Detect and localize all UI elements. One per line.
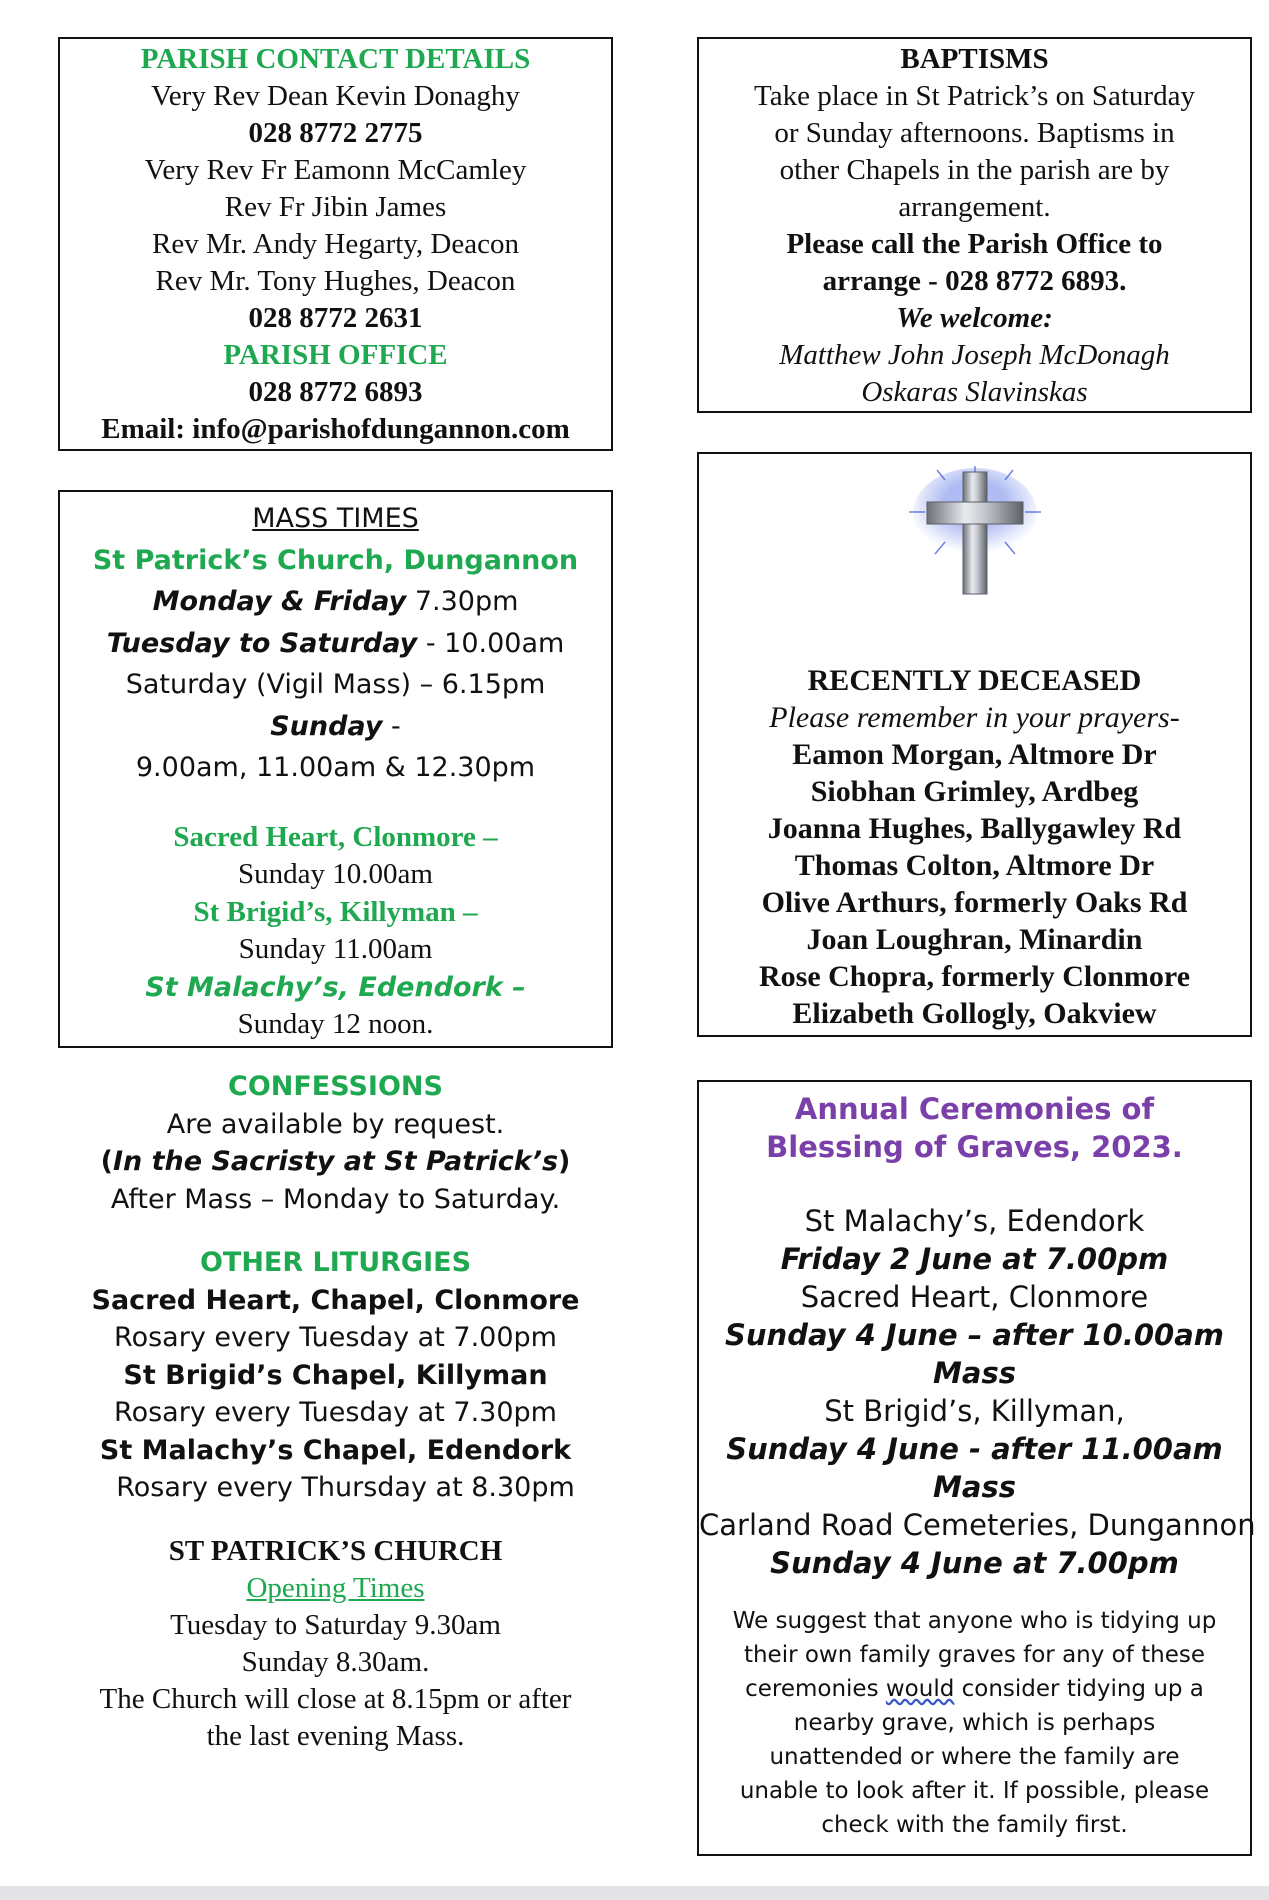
mass-time: 7.30pm bbox=[406, 586, 519, 617]
mass-heading: MASS TIMES bbox=[252, 503, 419, 534]
baptisms-text: other Chapels in the parish are by bbox=[779, 154, 1170, 186]
clergy-name: Rev Fr Jibin James bbox=[224, 191, 447, 223]
confessions-heading: CONFESSIONS bbox=[228, 1071, 443, 1102]
parish-contact-box bbox=[58, 37, 613, 451]
mass-day: Tuesday to Saturday bbox=[106, 627, 418, 659]
deceased-name: Joanna Hughes, Ballygawley Rd bbox=[767, 812, 1182, 845]
church-heading: ST PATRICK’S CHURCH bbox=[168, 1534, 503, 1567]
cemetery-name: St Brigid’s, Killyman, bbox=[824, 1394, 1125, 1428]
confessions-location bbox=[58, 1143, 613, 1181]
clergy-name: Very Rev Dean Kevin Donaghy bbox=[151, 80, 520, 112]
email-address: Email: info@parishofdungannon.com bbox=[101, 413, 570, 445]
church-time: Sunday 10.00am bbox=[238, 858, 433, 890]
left-column-notices bbox=[58, 1068, 613, 1755]
mass-time: - 10.00am bbox=[417, 627, 565, 659]
rosary-time: Rosary every Tuesday at 7.00pm bbox=[114, 1322, 557, 1353]
chapel-name: St Malachy’s Chapel, Edendork bbox=[99, 1434, 572, 1466]
cemetery-name: St Malachy’s, Edendork bbox=[804, 1204, 1145, 1238]
sacristy-text: In the Sacristy at St Patrick’s bbox=[112, 1146, 559, 1177]
church-time: Sunday 12 noon. bbox=[237, 1008, 434, 1040]
phone-number: 028 8772 2775 bbox=[248, 117, 423, 149]
mass-dash: - bbox=[382, 710, 401, 742]
baptised-name: Matthew John Joseph McDonagh bbox=[779, 339, 1170, 371]
rosary-time: Rosary every Thursday at 8.30pm bbox=[116, 1472, 575, 1503]
cemetery-name: Carland Road Cemeteries, Dungannon bbox=[699, 1508, 1256, 1542]
recently-deceased-box bbox=[697, 452, 1252, 1037]
mass-day: Sunday bbox=[270, 710, 383, 742]
spellcheck-word: would bbox=[885, 1676, 955, 1702]
deceased-text bbox=[699, 662, 1250, 1032]
graves-heading: Annual Ceremonies of bbox=[794, 1092, 1155, 1126]
church-name: Sacred Heart, Clonmore – bbox=[173, 820, 498, 853]
ceremony-time: Sunday 4 June at 7.00pm bbox=[770, 1546, 1179, 1580]
baptisms-text: arrangement. bbox=[898, 191, 1051, 223]
suggestion-line: check with the family first. bbox=[821, 1812, 1128, 1838]
deceased-name: Eamon Morgan, Altmore Dr bbox=[792, 738, 1157, 771]
text-fragment: consider tidying up a bbox=[954, 1676, 1204, 1702]
cemetery-name: Sacred Heart, Clonmore bbox=[800, 1280, 1149, 1314]
mass-time-row: 9.00am, 11.00am & 12.30pm bbox=[135, 752, 536, 783]
welcome-label: We welcome: bbox=[896, 302, 1053, 334]
mass-day: Monday & Friday bbox=[152, 586, 407, 617]
confessions-text: Are available by request. bbox=[166, 1108, 505, 1140]
blessing-of-graves-box bbox=[697, 1080, 1256, 1856]
chapel-name: St Brigid’s Chapel, Killyman bbox=[123, 1359, 548, 1391]
suggestion-line: their own family graves for any of these bbox=[743, 1642, 1206, 1668]
text-fragment: ceremonies bbox=[745, 1676, 886, 1702]
clergy-name: Rev Mr. Tony Hughes, Deacon bbox=[155, 265, 516, 297]
deceased-heading: RECENTLY DECEASED bbox=[807, 664, 1142, 697]
opening-times: Sunday 8.30am. bbox=[241, 1645, 430, 1678]
closing-note: The Church will close at 8.15pm or after bbox=[99, 1682, 572, 1715]
rosary-time: Rosary every Tuesday at 7.30pm bbox=[114, 1397, 557, 1428]
ceremony-time: Friday 2 June at 7.00pm bbox=[780, 1242, 1169, 1276]
tidying-suggestion bbox=[699, 1604, 1250, 1842]
liturgies-heading: OTHER LITURGIES bbox=[199, 1247, 472, 1278]
spacer bbox=[699, 1166, 1250, 1202]
deceased-name: Thomas Colton, Altmore Dr bbox=[794, 849, 1155, 882]
paren: ( bbox=[100, 1146, 113, 1177]
ceremony-time: Mass bbox=[933, 1356, 1016, 1390]
mass-times-box bbox=[58, 490, 613, 1048]
church-name: St Malachy’s, Edendork – bbox=[145, 971, 526, 1003]
clergy-name: Very Rev Fr Eamonn McCamley bbox=[144, 154, 527, 186]
suggestion-line: unable to look after it. If possible, please bbox=[739, 1778, 1210, 1804]
baptisms-text: or Sunday afternoons. Baptisms in bbox=[774, 117, 1175, 149]
mass-time-row bbox=[60, 581, 611, 623]
deceased-name: Joan Loughran, Minardin bbox=[806, 923, 1143, 956]
phone-number: 028 8772 2631 bbox=[248, 302, 423, 334]
deceased-name: Olive Arthurs, formerly Oaks Rd bbox=[761, 886, 1188, 919]
baptisms-heading: BAPTISMS bbox=[900, 43, 1049, 75]
church-name: St Brigid’s, Killyman – bbox=[193, 895, 478, 928]
office-heading: PARISH OFFICE bbox=[223, 339, 448, 371]
clergy-name: Rev Mr. Andy Hegarty, Deacon bbox=[152, 228, 519, 260]
chapel-name: Sacred Heart, Chapel, Clonmore bbox=[91, 1284, 580, 1316]
cross-icon bbox=[897, 464, 1053, 600]
ceremony-time: Mass bbox=[933, 1470, 1016, 1504]
spacer bbox=[58, 1507, 613, 1533]
baptisms-call: arrange - 028 8772 6893. bbox=[822, 265, 1127, 297]
deceased-name: Elizabeth Gollogly, Oakview bbox=[792, 997, 1157, 1030]
footer-bar bbox=[0, 1886, 1269, 1900]
suggestion-line bbox=[699, 1672, 1250, 1706]
mass-time-row: Saturday (Vigil Mass) – 6.15pm bbox=[125, 669, 546, 700]
graves-heading: Blessing of Graves, 2023. bbox=[766, 1130, 1183, 1164]
office-phone: 028 8772 6893 bbox=[248, 376, 423, 408]
spacer bbox=[58, 1218, 613, 1244]
suggestion-line: We suggest that anyone who is tidying up bbox=[732, 1608, 1217, 1634]
baptisms-call: Please call the Parish Office to bbox=[786, 228, 1163, 260]
spacer bbox=[60, 789, 611, 819]
prayer-intro: Please remember in your prayers- bbox=[769, 701, 1180, 734]
mass-time-row bbox=[60, 623, 611, 665]
opening-times-heading: Opening Times bbox=[246, 1571, 425, 1604]
confessions-text: After Mass – Monday to Saturday. bbox=[110, 1183, 561, 1215]
opening-times: Tuesday to Saturday 9.30am bbox=[170, 1608, 501, 1641]
mass-time-row bbox=[60, 706, 611, 748]
church-name: St Patrick’s Church, Dungannon bbox=[92, 544, 579, 576]
baptisms-box bbox=[697, 37, 1252, 413]
paren: ) bbox=[558, 1146, 571, 1177]
baptised-name: Oskaras Slavinskas bbox=[861, 376, 1088, 408]
church-time: Sunday 11.00am bbox=[238, 933, 433, 965]
baptisms-text: Take place in St Patrick’s on Saturday bbox=[754, 80, 1195, 112]
contact-heading: PARISH CONTACT DETAILS bbox=[140, 43, 531, 75]
deceased-name: Siobhan Grimley, Ardbeg bbox=[810, 775, 1139, 808]
ceremony-time: Sunday 4 June – after 10.00am bbox=[725, 1318, 1224, 1352]
suggestion-line: unattended or where the family are bbox=[769, 1744, 1180, 1770]
closing-note: the last evening Mass. bbox=[206, 1719, 465, 1752]
deceased-name: Rose Chopra, formerly Clonmore bbox=[758, 960, 1191, 993]
ceremony-time: Sunday 4 June - after 11.00am bbox=[726, 1432, 1223, 1466]
suggestion-line: nearby grave, which is perhaps bbox=[793, 1710, 1156, 1736]
